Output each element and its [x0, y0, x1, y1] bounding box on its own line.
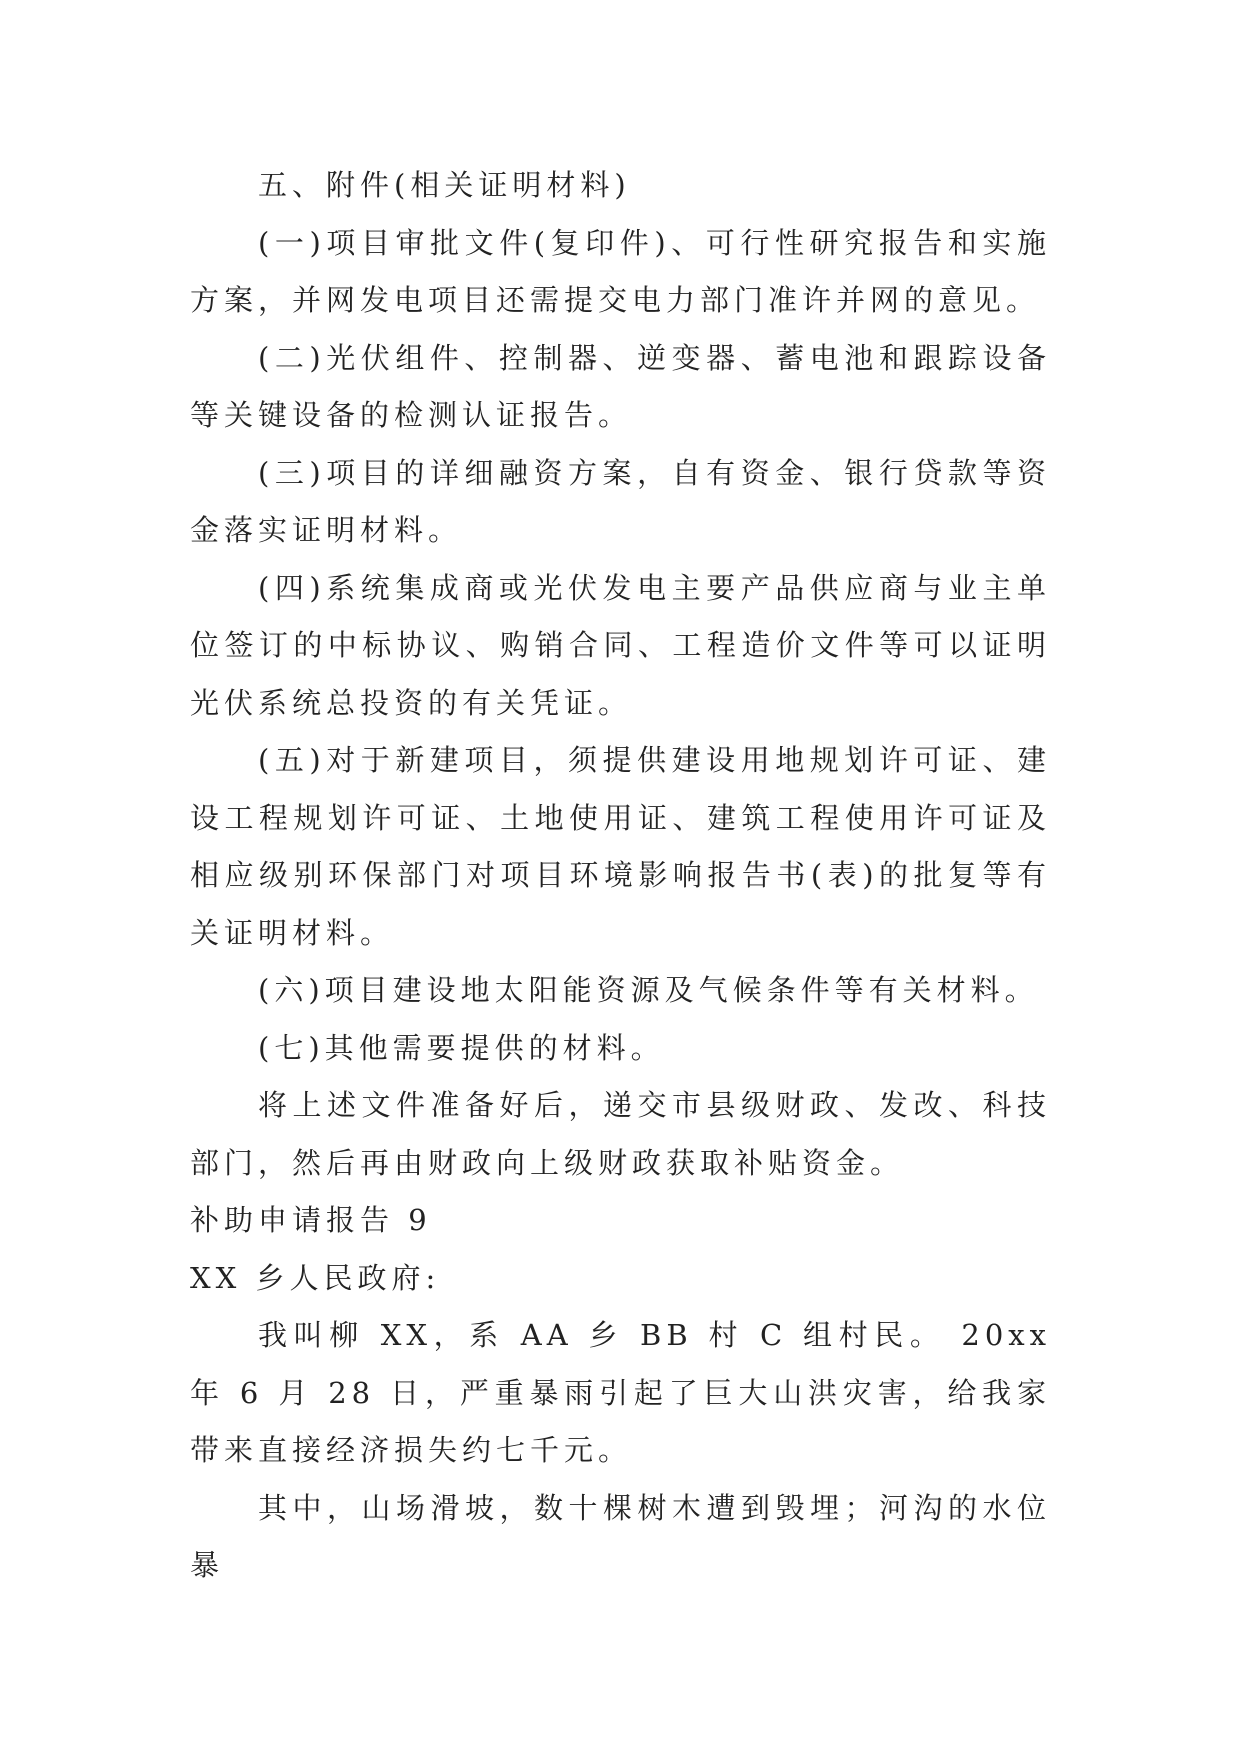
attachment-item-5: (五)对于新建项目，须提供建设用地规划许可证、建设工程规划许可证、土地使用证、建筑工程使用许可证及相应级别环保部门对项目环境影响报告书(表)的批复等有关证明材料。 — [190, 743, 1051, 950]
salutation: XX 乡人民政府: — [190, 1260, 441, 1295]
attachment-item-7: (七)其他需要提供的材料。 — [258, 1030, 665, 1065]
attachment-item-3: (三)项目的详细融资方案，自有资金、银行贷款等资金落实证明材料。 — [190, 455, 1051, 547]
attachment-item-6: (六)项目建设地太阳能资源及气候条件等有关材料。 — [258, 973, 1039, 1007]
submission-paragraph: 将上述文件准备好后，递交市县级财政、发改、科技部门，然后再由财政向上级财政获取补贴资金。 — [190, 1088, 1051, 1180]
document-body — [190, 157, 1051, 1595]
attachment-item-2: (二)光伏组件、控制器、逆变器、蓄电池和跟踪设备等关键设备的检测认证报告。 — [190, 340, 1051, 432]
body-paragraph: 其中，山场滑坡，数十棵树木遭到毁埋；河沟的水位暴 — [190, 1490, 1051, 1582]
section-heading-attachments: 五、附件(相关证明材料) — [258, 168, 631, 202]
report-title: 补助申请报告 9 — [190, 1203, 432, 1237]
attachment-item-4: (四)系统集成商或光伏发电主要产品供应商与业主单位签订的中标协议、购销合同、工程造价文件等可以证明光伏系统总投资的有关凭证。 — [190, 570, 1051, 720]
attachment-item-1: (一)项目审批文件(复印件)、可行性研究报告和实施方案，并网发电项目还需提交电力部门准许并网的意见。 — [190, 225, 1051, 317]
body-paragraph: 我叫柳 XX，系 AA 乡 BB 村 C 组村民。 20xx 年 6 月 28 日，严重暴雨引起了巨大山洪灾害，给我家带来直接经济损失约七千元。 — [190, 1318, 1051, 1467]
